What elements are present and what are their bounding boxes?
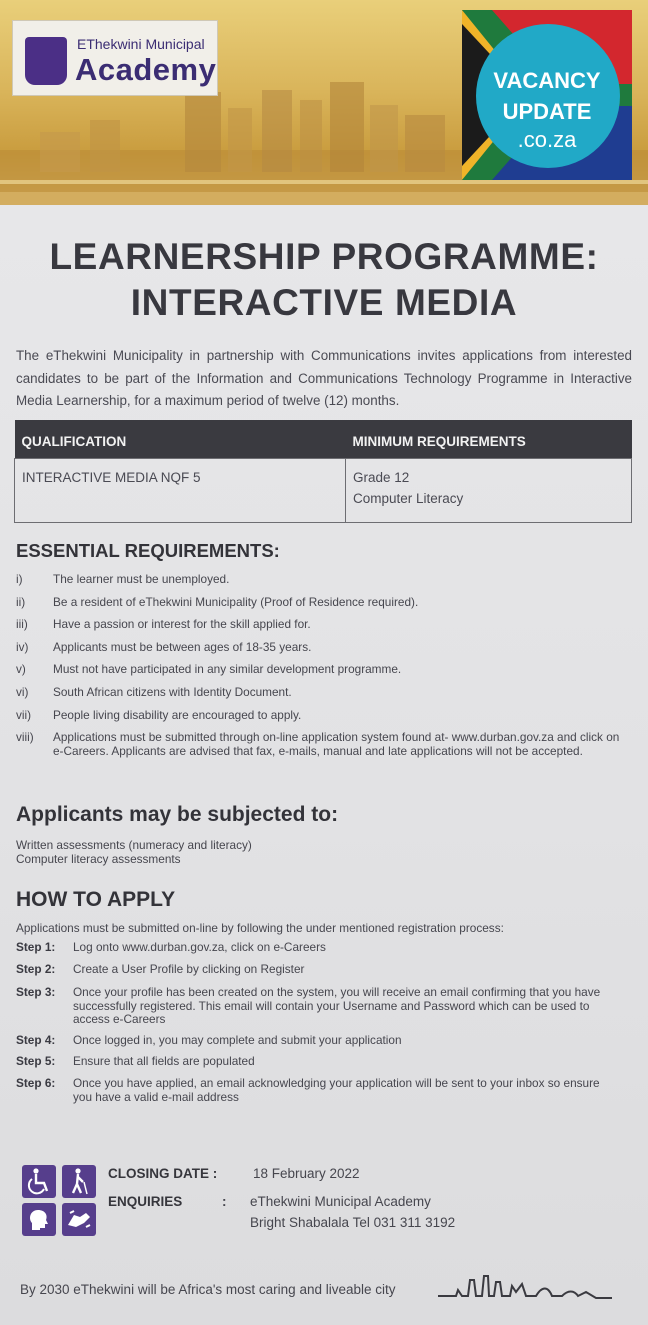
- vacancy-update-badge: [462, 10, 632, 180]
- academy-logo: [12, 20, 218, 96]
- header-banner: [0, 0, 648, 205]
- list-item-number: vi): [16, 685, 29, 699]
- list-item-number: viii): [16, 730, 34, 744]
- assessment-item: Written assessments (numeracy and literacy): [16, 838, 252, 852]
- assessments-heading: Applicants may be subjected to:: [16, 803, 339, 826]
- page-title-line-1: LEARNERSHIP PROGRAMME:: [49, 236, 599, 277]
- assessment-item: Computer literacy assessments: [16, 852, 181, 866]
- step-label: Step 5:: [16, 1054, 56, 1068]
- intro-paragraph: The eThekwini Municipality in partnership with Communications invites applications from interested candidates to be part of the Information and Communications Technology Programme in Interactive Media Learnership, for a maximum period of twelve (12) months.: [16, 348, 632, 408]
- step-text: Ensure that all fields are populated: [73, 1054, 255, 1068]
- wheelchair-icon: [22, 1165, 56, 1198]
- requirements-cell: [346, 458, 632, 523]
- skyline-signature-icon: [436, 1268, 616, 1304]
- municipal-crest-icon: [25, 37, 67, 85]
- list-item-text: South African citizens with Identity Document.: [53, 685, 292, 699]
- list-item-text: People living disability are encouraged to apply.: [53, 708, 302, 722]
- list-item-text: Have a passion or interest for the skill applied for.: [53, 617, 311, 631]
- list-item-number: vii): [16, 708, 32, 722]
- list-item-text: Applications must be submitted through on-line application system found at- www.durban.gov.za and click on e-Careers. Applicants are advised that fax, e-mails, manual and late applications will not be accepted.: [53, 730, 620, 758]
- list-item-number: iv): [16, 640, 29, 654]
- list-item-number: iii): [16, 617, 28, 631]
- page-title-line-2: INTERACTIVE MEDIA: [130, 282, 518, 323]
- enquiries-label: ENQUIRIES: [108, 1194, 183, 1209]
- step-text: Once your profile has been created on the system, you will receive an email confirming that you have successfully registered. This email will contain your Username and Password which can be used to access e-Careers: [73, 985, 601, 1026]
- how-to-apply-intro: Applications must be submitted on-line by following the under mentioned registration process:: [16, 921, 504, 935]
- qualification-table: [14, 420, 632, 523]
- list-item-number: v): [16, 662, 26, 676]
- step-text: Log onto www.durban.gov.za, click on e-Careers: [73, 940, 326, 954]
- list-item-number: i): [16, 572, 23, 586]
- step-text: Once you have applied, an email acknowledging your application will be sent to your inbox so ensure you have a valid e-mail address: [73, 1076, 600, 1104]
- badge-line-1: VACANCY: [493, 68, 601, 93]
- step-label: Step 3:: [16, 985, 56, 999]
- qualification-cell: INTERACTIVE MEDIA NQF 5: [15, 458, 346, 523]
- badge-line-3: .co.za: [517, 127, 577, 152]
- sign-language-icon: [62, 1203, 96, 1236]
- table-header-requirements: MINIMUM REQUIREMENTS: [346, 420, 632, 458]
- step-label: Step 2:: [16, 962, 56, 976]
- requirement-item: Computer Literacy: [353, 490, 464, 506]
- footer-slogan: By 2030 eThekwini will be Africa's most caring and liveable city: [20, 1282, 396, 1297]
- closing-date-value: 18 February 2022: [253, 1166, 360, 1181]
- accessibility-icons: [22, 1165, 98, 1237]
- logo-title: Academy: [75, 52, 217, 87]
- badge-line-2: UPDATE: [502, 99, 592, 124]
- walking-cane-icon: [62, 1165, 96, 1198]
- logo-subtitle: EThekwini Municipal: [77, 36, 205, 52]
- requirement-item: Grade 12: [353, 469, 410, 485]
- enquiries-line-1: eThekwini Municipal Academy: [250, 1194, 431, 1209]
- step-label: Step 1:: [16, 940, 56, 954]
- step-text: Create a User Profile by clicking on Register: [73, 962, 305, 976]
- list-item-text: Must not have participated in any similar development programme.: [53, 662, 402, 676]
- table-header-qualification: QUALIFICATION: [15, 420, 346, 458]
- enquiries-line-2: Bright Shabalala Tel 031 311 3192: [250, 1215, 456, 1230]
- list-item-text: Be a resident of eThekwini Municipality (Proof of Residence required).: [53, 595, 419, 609]
- step-label: Step 4:: [16, 1033, 56, 1047]
- enquiries-colon: :: [222, 1194, 227, 1209]
- step-label: Step 6:: [16, 1076, 56, 1090]
- head-profile-icon: [22, 1203, 56, 1236]
- step-text: Once logged in, you may complete and submit your application: [73, 1033, 402, 1047]
- how-to-apply-heading: HOW TO APPLY: [16, 888, 176, 911]
- list-item-text: The learner must be unemployed.: [53, 572, 230, 586]
- essential-requirements-heading: ESSENTIAL REQUIREMENTS:: [16, 540, 280, 561]
- list-item-text: Applicants must be between ages of 18-35 years.: [53, 640, 312, 654]
- closing-date-label: CLOSING DATE :: [108, 1166, 218, 1181]
- list-item-number: ii): [16, 595, 26, 609]
